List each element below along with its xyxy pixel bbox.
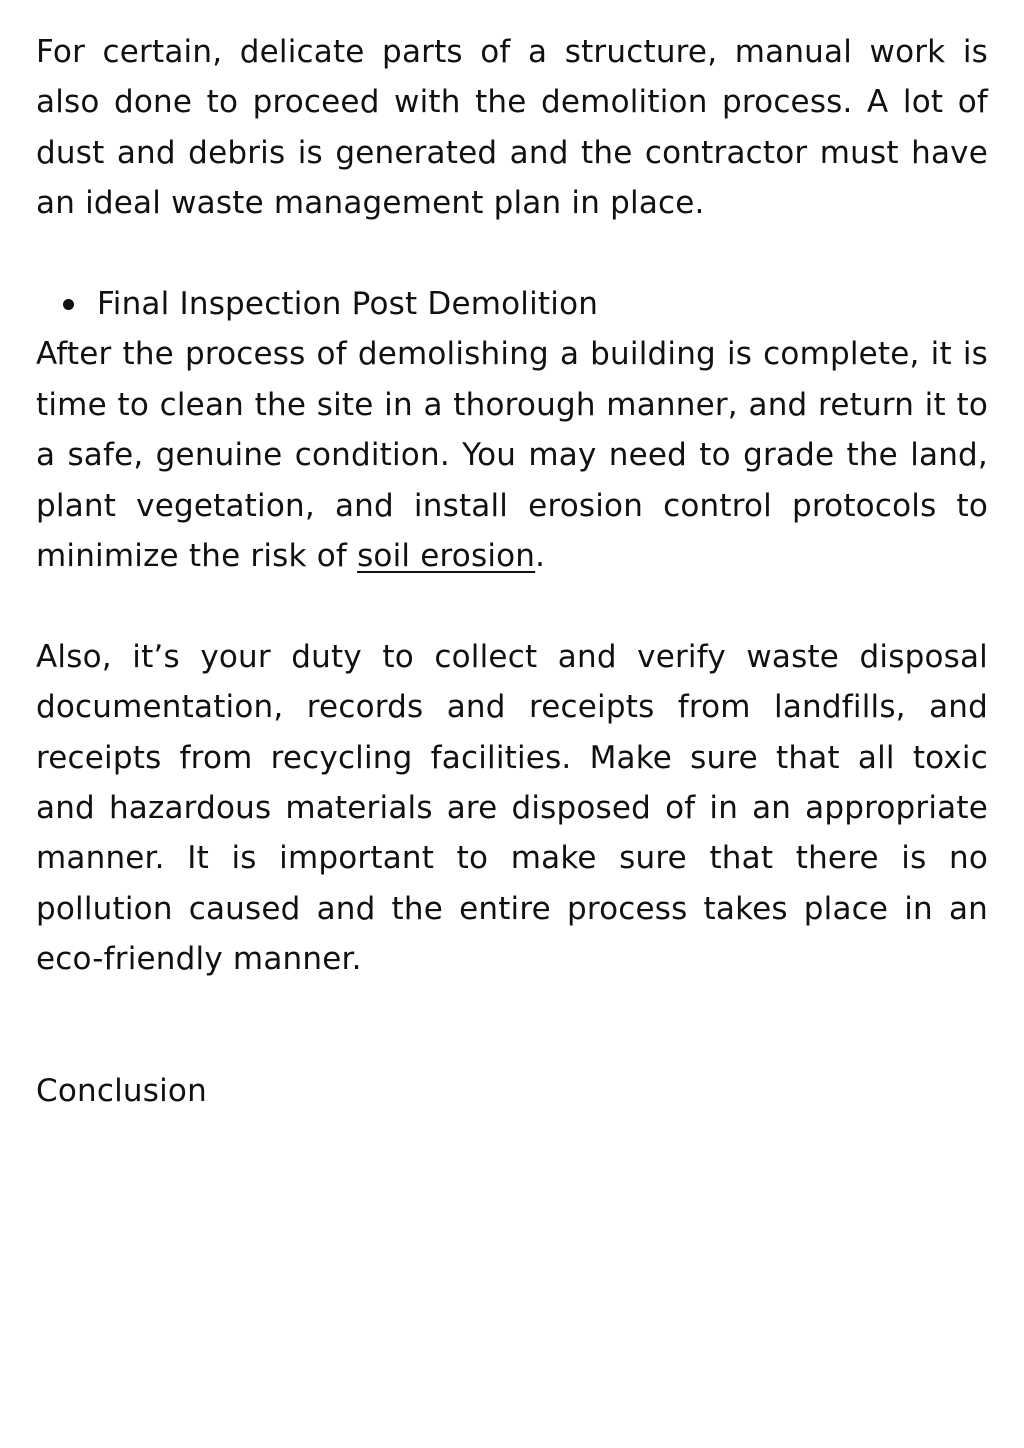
inspection-end: . (535, 538, 546, 575)
bullet-dot-icon (63, 299, 74, 310)
paragraph-spacer (36, 985, 988, 1035)
bullet-item-label: Final Inspection Post Demolition (97, 286, 599, 323)
paragraph-spacer (36, 581, 988, 631)
document-page (36, 27, 988, 1116)
conclusion-heading: Conclusion (36, 1073, 207, 1110)
waste-disposal-paragraph: Also, it’s your duty to collect and verify waste disposal documentation, records and receipts from landfills, and receipts from recycling facilities. Make sure that all toxic and hazardous materials are disposed of in an appropriate manner. It is important to make sure that there is no pollution caused and the entire process takes place in an eco-friendly manner. (36, 638, 988, 978)
bullet-list (36, 279, 988, 329)
intro-paragraph: For certain, delicate parts of a structure, manual work is also done to proceed with the demolition process. A lot of dust and debris is generated and the contractor must have an ideal waste management plan in place. (36, 34, 988, 222)
inspection-paragraph (36, 329, 988, 581)
inspection-text: After the process of demolishing a building is complete, it is time to clean the site in a thorough manner, and return it to a safe, genuine condition. You may need to grade the land, plant vegetation, and install erosion control protocols to minimize the risk of (36, 336, 988, 575)
soil-erosion-link[interactable]: soil erosion (357, 538, 536, 575)
paragraph-spacer (36, 229, 988, 279)
bullet-item (36, 279, 988, 329)
